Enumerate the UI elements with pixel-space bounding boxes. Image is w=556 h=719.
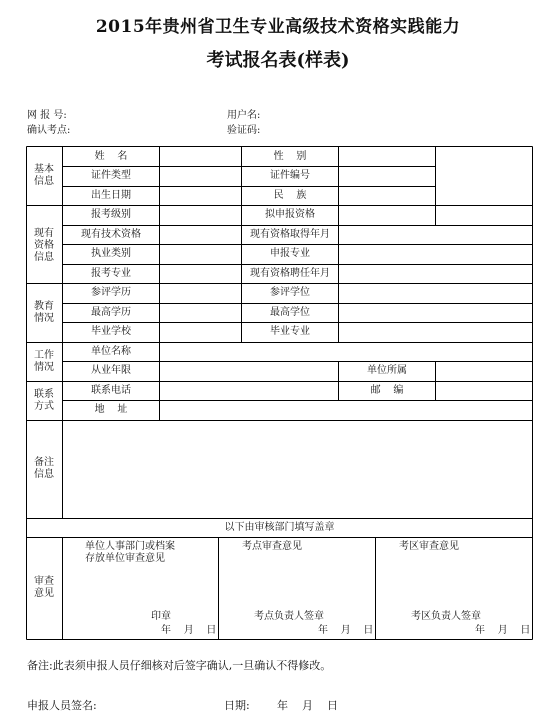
username-label: 用户名: [227,110,261,121]
highest-degree-label: 最高学位 [270,307,310,318]
section-work: 工作 情况 [34,350,54,373]
school-label: 毕业学校 [91,326,131,337]
section-contact: 联系 方式 [34,389,54,412]
captcha-label: 验证码: [227,125,261,136]
address-label: 地 址 [94,404,128,415]
planned-qual-label: 拟申报资格 [265,209,315,220]
page-title: 2015年贵州省卫生专业高级技术资格实践能力 [95,17,461,37]
practice-type-label: 执业类别 [91,248,131,259]
ethnic-label: 民 族 [273,190,307,201]
highest-edu-label: 最高学历 [91,307,131,318]
years-label: 从业年限 [91,365,131,376]
name-label: 姓 名 [94,151,128,162]
birth-label: 出生日期 [91,190,131,201]
exam-point-sign-label: 考点负责人签章 [254,611,324,622]
hr-review-line1: 单位人事部门或档案 [85,541,175,552]
gender-label: 性 别 [273,151,307,162]
employer-label: 单位名称 [91,346,131,357]
section-education: 教育 情况 [34,301,54,324]
edu-degree-label: 参评学位 [270,287,310,298]
exam-region-date: 年 月 日 [475,625,531,636]
section-review: 审查 意见 [34,576,54,599]
web-no-label: 网 报 号: [27,110,67,121]
signature-label: 申报人员签名: [27,699,97,712]
apply-level-label: 报考级别 [91,209,131,220]
exam-point-review-label: 考点审查意见 [242,541,302,552]
exam-major-label: 报考专业 [91,268,131,279]
hr-review-date: 年 月 日 [161,625,217,636]
seal-label: 印章 [151,611,171,622]
date-value: 年 月 日 [277,699,338,712]
postcode-label: 邮 编 [370,385,404,396]
exam-point-date: 年 月 日 [318,625,374,636]
phone-label: 联系电话 [91,385,131,396]
section-remarks: 备注 信息 [34,457,54,480]
employer-region-label: 单位所属 [367,365,407,376]
section-basic-info: 基本 信息 [34,164,54,187]
confirm-point-label: 确认考点: [27,125,71,136]
date-label: 日期: [224,699,250,712]
page-subtitle: 考试报名表(样表) [206,50,350,71]
exam-region-sign-label: 考区负责人签章 [411,611,481,622]
hr-review-line2: 存放单位审查意见 [85,553,165,564]
id-type-label: 证件类型 [91,170,131,181]
edu-history-label: 参评学历 [91,287,131,298]
section-current-qualification: 现有 资格 信息 [34,228,54,263]
hire-year-label: 现有资格聘任年月 [250,268,330,279]
id-no-label: 证件编号 [270,170,310,181]
current-tech-label: 现有技术资格 [81,229,141,240]
exam-region-review-label: 考区审查意见 [399,541,459,552]
qual-year-label: 现有资格取得年月 [250,229,330,240]
footer-note: 备注:此表须申报人员仔细核对后签字确认,一旦确认不得修改。 [27,659,332,672]
apply-major-label: 申报专业 [270,248,310,259]
grad-major-label: 毕业专业 [270,326,310,337]
review-heading: 以下由审核部门填写盖章 [224,522,335,533]
